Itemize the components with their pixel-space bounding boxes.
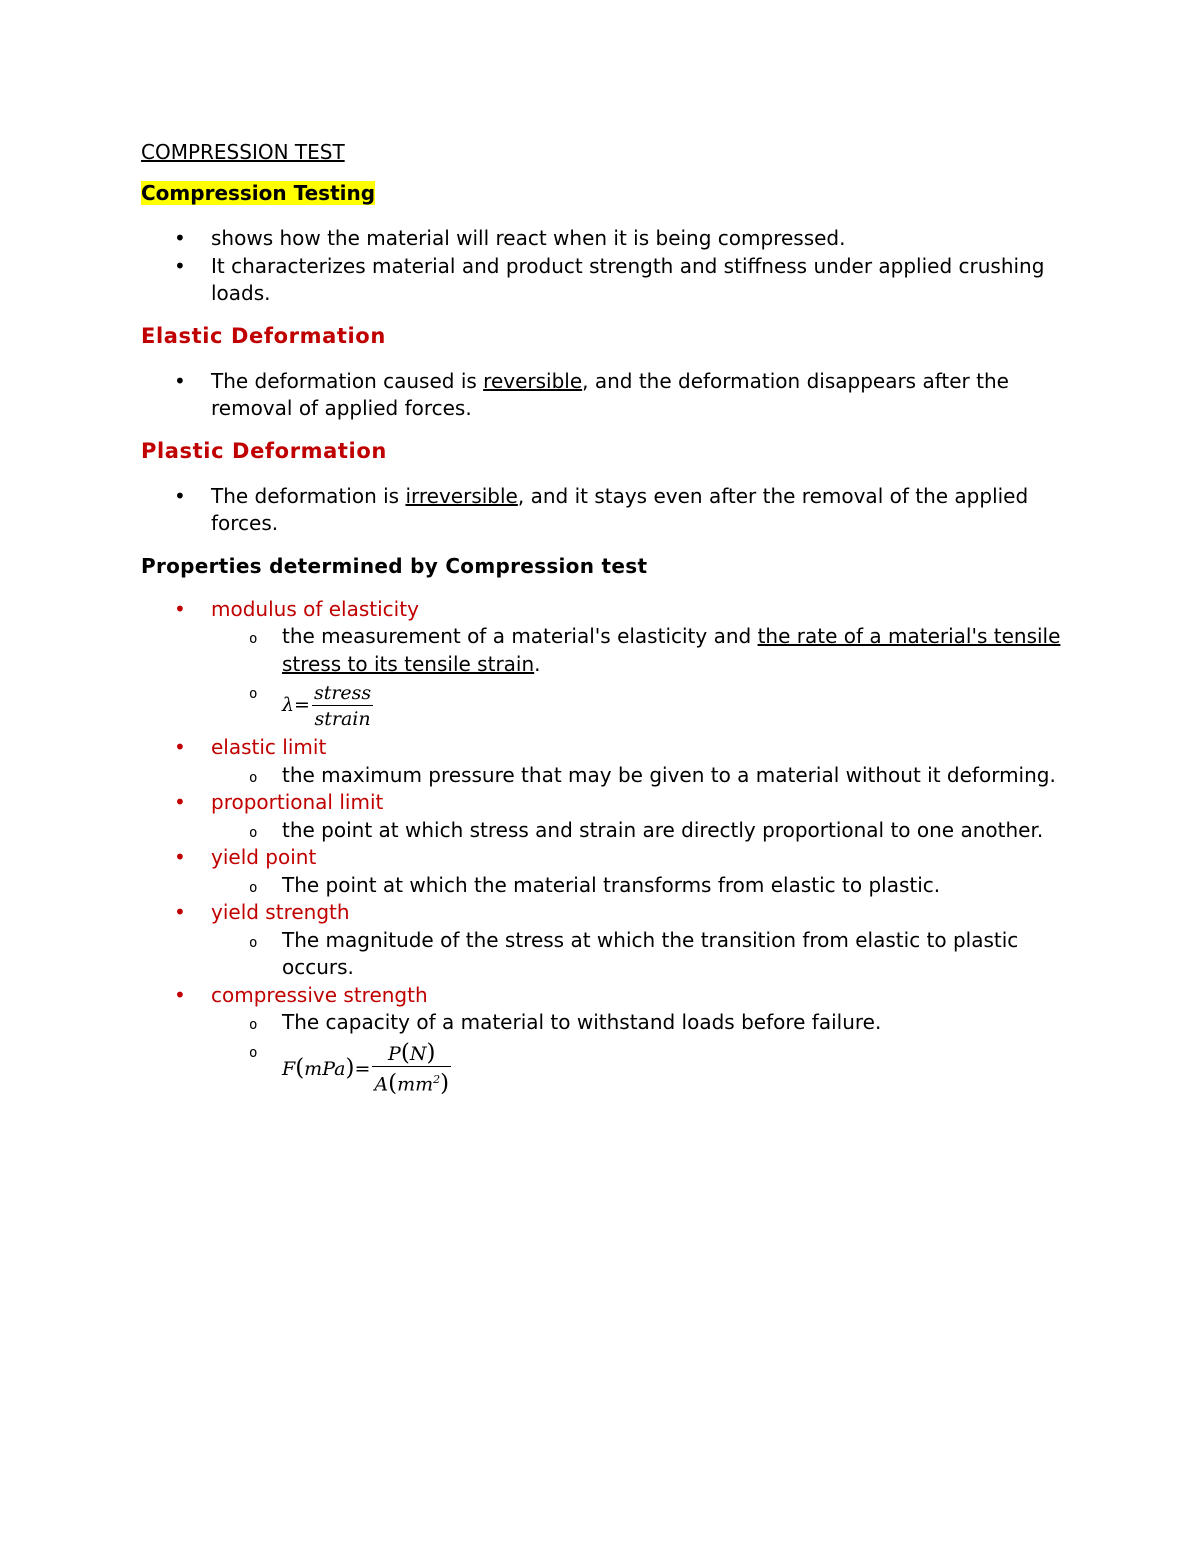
heading-compression-testing-text: Compression Testing — [141, 181, 376, 205]
modulus-formula — [211, 678, 1071, 734]
denominator-var: A — [374, 1073, 389, 1096]
formula-lhs: o F(mPa)= — [282, 1055, 371, 1082]
property-term: yield strength — [211, 900, 350, 924]
desc-after: . — [534, 651, 541, 676]
property-sublist — [211, 623, 1071, 734]
heading-compression-testing — [141, 179, 1071, 207]
property-description: o the maximum pressure that may be given to a material without it deforming. — [211, 762, 1071, 790]
property-term: yield point — [211, 845, 317, 869]
list-item: • shows how the material will react when it is being compressed. — [141, 225, 1071, 253]
property-term: elastic limit — [211, 735, 327, 759]
property-description — [211, 623, 1071, 678]
property-term: proportional limit — [211, 790, 384, 814]
formula-denominator: $A(mm^2)$ — [374, 1070, 450, 1097]
property-sublist — [211, 762, 1071, 790]
property-sublist — [211, 817, 1071, 845]
formula-lhs-unit: mPa — [304, 1058, 346, 1081]
denominator-unit: mm — [397, 1073, 434, 1096]
heading-plastic-deformation: Plastic Deformation — [141, 438, 387, 463]
property-item-proportional-limit — [141, 789, 1071, 844]
compression-testing-list — [141, 225, 1071, 308]
heading-properties: Properties determined by Compression test — [141, 553, 648, 578]
property-sublist — [211, 1009, 1071, 1103]
property-term: compressive strength — [211, 982, 428, 1007]
property-description: o The point at which the material transforms from elastic to plastic. — [211, 872, 1071, 900]
compressive-strength-formula — [211, 1037, 1071, 1103]
list-item — [141, 483, 1071, 538]
plastic-text-after: , and it stays even after the removal of the applied forces. — [211, 483, 1029, 535]
formula-denominator: strain — [314, 707, 371, 730]
property-description: o The magnitude of the stress at which the transition from elastic to plastic occurs. — [211, 927, 1071, 982]
plastic-text-before: The deformation is — [211, 483, 406, 508]
desc-underlined: the rate of a material's tensile stress to its tensile strain — [282, 624, 1061, 676]
plastic-underlined-term: irreversible — [405, 483, 518, 508]
elastic-text-before: The deformation caused is — [211, 368, 484, 393]
property-sublist — [211, 927, 1071, 982]
property-item-yield-point — [141, 844, 1071, 899]
plastic-deformation-list — [141, 483, 1071, 538]
formula-equals: = — [354, 1058, 371, 1081]
formula-numerator: stress — [313, 681, 372, 704]
property-sublist — [211, 872, 1071, 900]
formula-lhs: o λ= — [282, 694, 310, 717]
properties-list — [141, 596, 1071, 1103]
desc-before: the measurement of a material's elasticity and — [282, 624, 758, 648]
formula-lhs-var: F — [282, 1058, 296, 1081]
numerator-unit: N — [409, 1043, 427, 1066]
property-description: o The capacity of a material to withstand loads before failure. — [211, 1009, 1071, 1037]
formula-fraction — [372, 1041, 451, 1097]
property-description: o the point at which stress and strain are directly proportional to one another. — [211, 817, 1071, 845]
elastic-text-after: , and the deformation disappears after the removal of applied forces. — [211, 368, 1009, 420]
numerator-var: P — [388, 1043, 401, 1066]
property-item-yield-strength — [141, 899, 1071, 982]
list-item: • It characterizes material and product strength and stiffness under applied crushing loads. — [141, 253, 1071, 308]
denominator-exponent: 2 — [433, 1073, 441, 1087]
property-item-modulus — [141, 596, 1071, 735]
formula-fraction — [312, 681, 373, 732]
list-item — [141, 368, 1071, 423]
formula-numerator: P(N) — [372, 1041, 451, 1067]
document-page — [141, 138, 1071, 1117]
property-item-compressive-strength — [141, 982, 1071, 1103]
document-title: COMPRESSION TEST — [141, 140, 345, 164]
property-term: modulus of elasticity — [211, 596, 419, 621]
elastic-deformation-list — [141, 368, 1071, 423]
elastic-underlined-term: reversible — [483, 368, 583, 393]
heading-elastic-deformation: Elastic Deformation — [141, 323, 386, 348]
property-item-elastic-limit — [141, 734, 1071, 789]
